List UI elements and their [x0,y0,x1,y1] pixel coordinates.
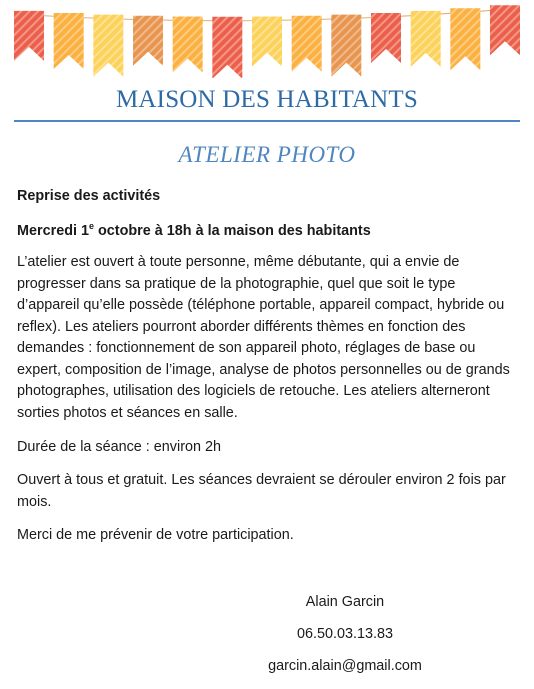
description-paragraph: L’atelier est ouvert à toute personne, même débutante, qui a envie de progresser dans sa pratique de la photographie, quel que soit le type d’appareil qu’elle possède (téléphone portable, appareil compact, hybride ou reflex). Les ateliers pourront aborder différents thèmes en fonction des demandes : fonctionnement de son appareil photo, réglages de base ou expert, composition de l’image, analyse de photos personnelles ou de grands photographes, utilisation des logiciels de retouche. Les ateliers alterneront sorties photos et séances en salle. [17,254,510,421]
bunting-flag [331,15,361,77]
bunting-flag [173,17,203,73]
signature-email[interactable]: garcin.alain@gmail.com [268,658,422,674]
event-date [17,221,521,243]
page-subtitle: ATELIER PHOTO [178,142,356,167]
bunting-decoration [14,0,520,78]
frequency-paragraph: Ouvert à tous et gratuit. Les séances devraient se dérouler environ 2 fois par mois. [17,472,506,510]
signature-phone: 06.50.03.13.83 [296,626,394,642]
bunting-flag [450,8,480,70]
bunting-flag [93,15,123,77]
duration-text: Durée de la séance : environ 2h [17,439,221,455]
page-title: MAISON DES HABITANTS [115,86,418,113]
bunting-flag [411,11,441,67]
thanks-text: Merci de me prévenir de votre participation. [17,527,294,543]
section-heading: Reprise des activités [17,188,161,204]
bunting-flag [371,13,401,63]
bunting-flag [54,13,84,69]
title-divider [14,120,520,122]
event-date-sup: e [89,221,95,231]
bunting-flag [490,5,520,55]
bunting-flag [212,17,242,78]
bunting-flag [14,11,44,61]
bunting-flag [133,16,163,66]
bunting-flag [292,16,322,72]
event-date-prefix: Mercredi 1 [17,223,89,239]
bunting-flag [252,17,282,67]
signature-name: Alain Garcin [305,594,385,610]
event-date-suffix: octobre à 18h à la maison des habitants [94,223,371,239]
